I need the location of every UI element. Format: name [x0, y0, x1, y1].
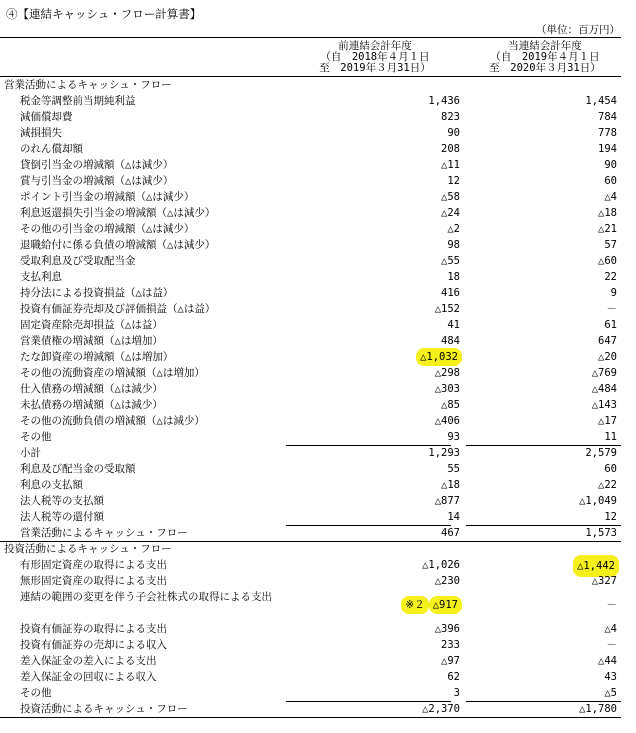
value-current-year: 61 — [604, 319, 617, 331]
table-row — [0, 397, 621, 413]
row-label: 未払債務の増減額（△は減少） — [20, 399, 163, 411]
value-previous-year-text: 233 — [441, 639, 460, 651]
value-previous-year-text: △55 — [441, 255, 460, 267]
value-current-year: 60 — [604, 175, 617, 187]
value-previous-year-text: 62 — [447, 671, 460, 683]
row-label: 営業債権の増減額（△は増加） — [20, 335, 163, 347]
table-row — [0, 637, 621, 653]
table-row — [0, 221, 621, 237]
table-row — [0, 701, 621, 717]
value-previous-year-text: △1,032 — [420, 351, 458, 363]
value-previous-year-text: 1,436 — [428, 95, 460, 107]
value-previous-year-text: 1,293 — [428, 447, 460, 459]
value-previous-year — [447, 669, 460, 685]
value-current-year: △143 — [591, 399, 617, 411]
value-current-year: △5 — [604, 687, 617, 699]
value-current-year: 9 — [610, 287, 617, 299]
subtotal-rule-prev — [286, 445, 451, 446]
value-previous-year-text: △303 — [434, 383, 460, 395]
row-label: 受取利息及び受取配当金 — [20, 255, 136, 267]
value-current-year: － — [606, 599, 617, 611]
table-row — [0, 525, 621, 541]
value-previous-year — [435, 301, 460, 317]
table-row — [0, 365, 621, 381]
value-current-year: △60 — [598, 255, 617, 267]
row-label: 差入保証金の回収による収入 — [20, 671, 157, 683]
unit-label: （単位：百万円） — [536, 24, 620, 36]
section-heading-row — [0, 541, 621, 557]
row-label: 法人税等の支払額 — [20, 495, 104, 507]
table-row — [0, 141, 621, 157]
table-row — [0, 189, 621, 205]
value-previous-year — [435, 573, 460, 589]
value-current-year: 43 — [604, 671, 617, 683]
value-current-year: △1,442 — [575, 557, 617, 575]
value-previous-year-text: △11 — [441, 159, 460, 171]
row-label: 差入保証金の差入による支出 — [20, 655, 157, 667]
value-previous-year — [441, 653, 460, 669]
value-previous-year-text: 416 — [441, 287, 460, 299]
table-row — [0, 109, 621, 125]
value-previous-year — [447, 221, 460, 237]
table-row — [0, 653, 621, 669]
table-row — [0, 349, 621, 365]
value-previous-year — [441, 525, 460, 541]
section-heading-row — [0, 77, 621, 93]
value-previous-year — [435, 365, 460, 381]
table-bottom-rule — [0, 717, 621, 718]
column-header-previous-year — [305, 41, 445, 74]
value-previous-year — [441, 397, 460, 413]
value-current-year: △1,780 — [579, 703, 617, 715]
value-current-year: 1,573 — [585, 527, 617, 539]
value-previous-year — [441, 285, 460, 301]
value-current-year: △4 — [604, 191, 617, 203]
value-previous-year-text: △24 — [441, 207, 460, 219]
value-previous-year — [428, 93, 460, 109]
value-current-year: 11 — [604, 431, 617, 443]
table-row — [0, 205, 621, 221]
value-previous-year — [428, 445, 460, 461]
value-previous-year — [441, 189, 460, 205]
row-label: 営業活動によるキャッシュ・フロー — [4, 79, 172, 91]
value-previous-year-text: 55 — [447, 463, 460, 475]
row-label: 利息及び配当金の受取額 — [20, 463, 136, 475]
value-previous-year-text: △406 — [434, 415, 460, 427]
table-row — [0, 173, 621, 189]
value-previous-year-text: 93 — [447, 431, 460, 443]
value-previous-year — [403, 597, 460, 613]
value-current-year: △22 — [598, 479, 617, 491]
row-label: その他の流動資産の増減額（△は増加） — [20, 367, 205, 379]
total-rule-prev — [286, 701, 451, 702]
table-row — [0, 557, 621, 573]
row-label: 利息の支払額 — [20, 479, 83, 491]
table-row — [0, 621, 621, 637]
value-current-year: － — [606, 303, 617, 315]
curr-year-to: 至 2020年３月31日） — [489, 62, 601, 74]
table-row — [0, 477, 621, 493]
value-previous-year — [441, 205, 460, 221]
subtotal-rule-curr — [466, 525, 621, 526]
value-previous-year — [435, 493, 460, 509]
value-previous-year — [435, 413, 460, 429]
value-previous-year-text: 90 — [447, 127, 460, 139]
value-previous-year — [447, 237, 460, 253]
value-previous-year-text: △2 — [447, 223, 460, 235]
table-row — [0, 573, 621, 589]
value-previous-year-text: △1,026 — [422, 559, 460, 571]
table-row — [0, 669, 621, 685]
table-row — [0, 413, 621, 429]
value-current-year: 194 — [598, 143, 617, 155]
table-row — [0, 429, 621, 445]
value-previous-year-text: 3 — [453, 687, 460, 699]
row-label: ポイント引当金の増減額（△は減少） — [20, 191, 195, 203]
value-previous-year — [447, 125, 460, 141]
value-previous-year-text: △230 — [434, 575, 460, 587]
row-label: のれん償却額 — [20, 143, 83, 155]
table-top-rule — [0, 37, 621, 38]
table-row — [0, 125, 621, 141]
row-label: 減価償却費 — [20, 111, 73, 123]
table-row — [0, 317, 621, 333]
value-previous-year — [447, 509, 460, 525]
value-previous-year — [447, 317, 460, 333]
value-previous-year-text: △877 — [434, 495, 460, 507]
value-current-year: 778 — [598, 127, 617, 139]
row-label: その他 — [20, 431, 52, 443]
row-label: その他 — [20, 687, 52, 699]
value-previous-year — [441, 333, 460, 349]
value-previous-year-text: 98 — [447, 239, 460, 251]
row-label: 固定資産除売却損益（△は益） — [20, 319, 163, 331]
value-current-year: △769 — [591, 367, 617, 379]
table-row — [0, 157, 621, 173]
value-previous-year — [435, 621, 460, 637]
value-previous-year — [441, 637, 460, 653]
row-label: 投資活動によるキャッシュ・フロー — [20, 703, 188, 715]
value-previous-year — [447, 461, 460, 477]
value-previous-year — [418, 349, 460, 365]
value-previous-year — [441, 253, 460, 269]
value-previous-year — [435, 381, 460, 397]
value-current-year: 784 — [598, 111, 617, 123]
table-row — [0, 333, 621, 349]
table-row — [0, 589, 621, 621]
value-current-year: 1,454 — [585, 95, 617, 107]
cash-flow-table — [0, 77, 621, 717]
value-current-year: △17 — [598, 415, 617, 427]
value-previous-year — [441, 157, 460, 173]
value-previous-year — [447, 173, 460, 189]
row-label: その他の流動負債の増減額（△は減少） — [20, 415, 205, 427]
value-current-year: － — [606, 639, 617, 651]
value-current-year: 2,579 — [585, 447, 617, 459]
value-previous-year-text: 41 — [447, 319, 460, 331]
row-label: 支払利息 — [20, 271, 62, 283]
table-row — [0, 445, 621, 461]
table-row — [0, 253, 621, 269]
row-label: 賞与引当金の増減額（△は減少） — [20, 175, 174, 187]
value-previous-year — [422, 557, 460, 573]
row-label: 営業活動によるキャッシュ・フロー — [20, 527, 188, 539]
value-previous-year-text: 14 — [447, 511, 460, 523]
value-current-year: 22 — [604, 271, 617, 283]
table-row — [0, 493, 621, 509]
value-previous-year-text: △298 — [434, 367, 460, 379]
value-previous-year — [441, 141, 460, 157]
row-label: 投資活動によるキャッシュ・フロー — [4, 543, 172, 555]
row-label: 持分法による投資損益（△は益） — [20, 287, 174, 299]
row-label: 投資有価証券の売却による収入 — [20, 639, 167, 651]
row-label: 投資有価証券の取得による支出 — [20, 623, 167, 635]
value-current-year: △44 — [598, 655, 617, 667]
table-row — [0, 237, 621, 253]
table-row — [0, 285, 621, 301]
value-previous-year-text: △2,370 — [422, 703, 460, 715]
table-row — [0, 381, 621, 397]
table-row — [0, 301, 621, 317]
value-previous-year-text: △18 — [441, 479, 460, 491]
value-previous-year — [447, 269, 460, 285]
value-current-year: 60 — [604, 463, 617, 475]
row-label: 貸倒引当金の増減額（△は減少） — [20, 159, 174, 171]
value-previous-year-text: △97 — [441, 655, 460, 667]
table-row — [0, 685, 621, 701]
table-row — [0, 269, 621, 285]
row-label: たな卸資産の増減額（△は増加） — [20, 351, 174, 363]
prev-year-to: 至 2019年３月31日） — [319, 62, 431, 74]
row-label: 有形固定資産の取得による支出 — [20, 559, 167, 571]
row-label: 小計 — [20, 447, 41, 459]
prev-year-title: 前連結会計年度 — [338, 40, 412, 52]
value-current-year: △21 — [598, 223, 617, 235]
value-current-year: △4 — [604, 623, 617, 635]
footnote-marker: ※２ — [405, 599, 425, 611]
curr-year-title: 当連結会計年度 — [508, 40, 582, 52]
row-label: 仕入債務の増減額（△は減少） — [20, 383, 163, 395]
row-label: 税金等調整前当期純利益 — [20, 95, 136, 107]
value-current-year: 90 — [604, 159, 617, 171]
value-current-year: △327 — [591, 575, 617, 587]
statement-title: ④【連結キャッシュ・フロー計算書】 — [6, 7, 202, 21]
value-previous-year-text: 823 — [441, 111, 460, 123]
value-previous-year — [447, 429, 460, 445]
row-label: 減損損失 — [20, 127, 62, 139]
row-label: 利息返還損失引当金の増減額（△は減少） — [20, 207, 216, 219]
value-current-year: 12 — [604, 511, 617, 523]
row-label: その他の引当金の増減額（△は減少） — [20, 223, 195, 235]
prev-year-from: （自 2018年４月１日 — [320, 51, 430, 63]
value-previous-year-text: △85 — [441, 399, 460, 411]
row-label: 連結の範囲の変更を伴う子会社株式の取得による支出 — [20, 591, 272, 603]
value-previous-year-text: 18 — [447, 271, 460, 283]
value-previous-year-text: 12 — [447, 175, 460, 187]
curr-year-from: （自 2019年４月１日 — [490, 51, 600, 63]
value-current-year: △484 — [591, 383, 617, 395]
table-row — [0, 509, 621, 525]
value-current-year: 57 — [604, 239, 617, 251]
total-rule-curr — [466, 701, 621, 702]
value-current-year: △18 — [598, 207, 617, 219]
value-previous-year-text: △58 — [441, 191, 460, 203]
row-label: 投資有価証券売却及び評価損益（△は益） — [20, 303, 216, 315]
value-current-year: △20 — [598, 351, 617, 363]
value-current-year: 647 — [598, 335, 617, 347]
subtotal-rule-curr — [466, 445, 621, 446]
value-previous-year-text: 484 — [441, 335, 460, 347]
subtotal-rule-prev — [286, 525, 451, 526]
value-previous-year-text: 467 — [441, 527, 460, 539]
value-previous-year-text: △152 — [434, 303, 460, 315]
value-previous-year — [441, 477, 460, 493]
value-previous-year-text: 208 — [441, 143, 460, 155]
value-previous-year — [441, 109, 460, 125]
value-previous-year-text: △396 — [434, 623, 460, 635]
value-previous-year — [422, 701, 460, 717]
column-header-current-year — [470, 41, 620, 74]
row-label: 退職給付に係る負債の増減額（△は減少） — [20, 239, 216, 251]
value-previous-year-text: △917 — [432, 599, 458, 611]
table-row — [0, 461, 621, 477]
value-current-year: △1,049 — [579, 495, 617, 507]
row-label: 無形固定資産の取得による支出 — [20, 575, 167, 587]
value-previous-year — [454, 685, 460, 701]
table-row — [0, 93, 621, 109]
row-label: 法人税等の還付額 — [20, 511, 104, 523]
